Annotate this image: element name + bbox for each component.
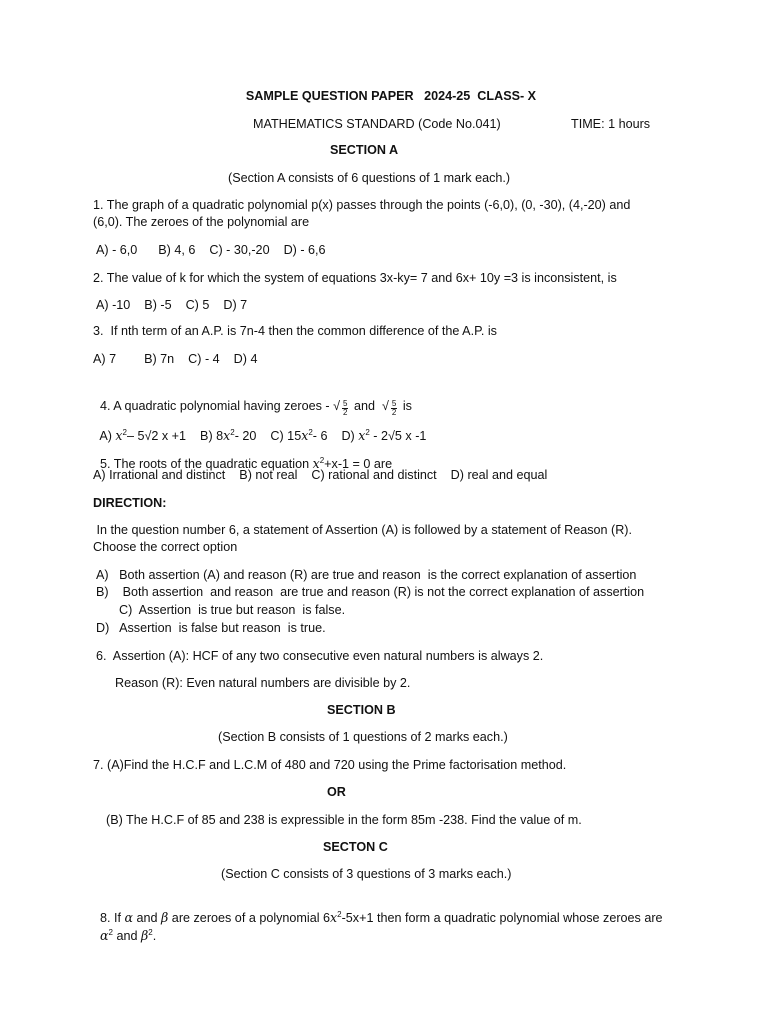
- superscript-2: 2: [337, 910, 342, 919]
- q1-options: A) - 6,0 B) 4, 6 C) - 30,-20 D) - 6,6: [96, 243, 326, 257]
- q8-text-line2: [93, 912, 156, 944]
- q4-suffix: is: [399, 399, 412, 413]
- direction-option-d: D) Assertion is false but reason is true.: [96, 621, 326, 635]
- direction-option-a: A) Both assertion (A) and reason (R) are true and reason is the correct explanation of assertion: [96, 568, 637, 582]
- math-var-x: x: [330, 910, 338, 925]
- section-a-heading: SECTION A: [330, 143, 399, 157]
- q4-opt-c-text: - 6 D): [312, 429, 359, 443]
- time-allowed: TIME: 1 hours: [571, 117, 651, 131]
- math-var-x: x: [223, 428, 231, 443]
- q2-options: A) -10 B) -5 C) 5 D) 7: [96, 298, 248, 312]
- direction-option-c: C) Assertion is true but reason is false.: [119, 603, 346, 617]
- section-b-note: (Section B consists of 1 questions of 2 marks each.): [218, 730, 508, 744]
- q5-suffix: +x-1 = 0 are: [324, 457, 393, 471]
- superscript-2: 2: [308, 428, 313, 437]
- q6-assertion: 6. Assertion (A): HCF of any two consecutive even natural numbers is always 2.: [96, 649, 544, 663]
- math-beta: β: [140, 928, 149, 943]
- superscript-2: 2: [230, 428, 235, 437]
- math-var-x: x: [115, 428, 123, 443]
- subject-code: MATHEMATICS STANDARD (Code No.041): [253, 117, 501, 131]
- fraction-numerator: 5: [391, 399, 397, 408]
- superscript-2: 2: [319, 456, 325, 465]
- q3-options: A) 7 B) 7n C) - 4 D) 4: [93, 352, 258, 366]
- fraction-numerator: 5: [343, 399, 348, 408]
- q2-text: 2. The value of k for which the system of equations 3x-ky= 7 and 6x+ 10y =3 is inconsistent, is: [93, 271, 617, 285]
- q1-text-line1: 1. The graph of a quadratic polynomial p(x) passes through the points (-6,0), (0, -30), (4,-20) and: [93, 198, 631, 212]
- q8-text-line1: [93, 894, 663, 926]
- q4-opt-a-text: – 5√2 x +1 B) 8: [126, 429, 224, 443]
- q5-prefix: 5. The roots of the quadratic equation: [100, 457, 313, 471]
- q4-prefix: 4. A quadratic polynomial having zeroes - √: [100, 399, 341, 413]
- q4-opt-d-text: - 2√5 x -1: [369, 429, 427, 443]
- q4-middle: and √: [350, 399, 389, 413]
- math-var-x: x: [358, 428, 366, 443]
- superscript-2: 2: [148, 928, 153, 937]
- q8-part5: and: [112, 929, 141, 943]
- q8-part4: -5x+1 then form a quadratic polynomial whose zeroes are: [341, 911, 663, 925]
- q3-text: 3. If nth term of an A.P. is 7n-4 then the common difference of the A.P. is: [93, 324, 497, 338]
- superscript-2: 2: [365, 428, 370, 437]
- direction-heading: DIRECTION:: [93, 496, 167, 510]
- fraction-denominator: 2: [343, 408, 348, 417]
- q8-part3: are zeroes of a polynomial 6: [168, 911, 331, 925]
- section-a-note: (Section A consists of 6 questions of 1 mark each.): [228, 171, 511, 185]
- q8-part2: and: [133, 911, 162, 925]
- math-beta: β: [161, 910, 169, 925]
- direction-option-b: B) Both assertion and reason are true and reason (R) is not the correct explanation of assertion: [96, 585, 645, 599]
- q8-part6: .: [152, 929, 157, 943]
- section-c-heading: SECTON C: [323, 840, 388, 854]
- q4-opt-a-label: A): [99, 429, 116, 443]
- superscript-2: 2: [122, 428, 127, 437]
- math-var-x: x: [312, 456, 320, 471]
- superscript-2: 2: [108, 928, 113, 937]
- q6-reason: Reason (R): Even natural numbers are divisible by 2.: [115, 676, 411, 690]
- fraction-denominator: 2: [391, 408, 397, 417]
- math-var-x: x: [301, 428, 309, 443]
- q4-opt-b-text: - 20 C) 15: [234, 429, 302, 443]
- q7-or: OR: [327, 785, 346, 799]
- math-alpha: α: [100, 928, 109, 943]
- paper-title: SAMPLE QUESTION PAPER 2024-25 CLASS- X: [245, 89, 537, 103]
- section-c-note: (Section C consists of 3 questions of 3 marks each.): [221, 867, 512, 881]
- math-alpha: α: [124, 910, 134, 925]
- q7-part-b: (B) The H.C.F of 85 and 238 is expressible in the form 85m -238. Find the value of m.: [106, 813, 582, 827]
- q5-options: A) Irrational and distinct B) not real C) rational and distinct D) real and equal: [93, 468, 548, 482]
- q8-part1: 8. If: [100, 911, 125, 925]
- q7-part-a: 7. (A)Find the H.C.F and L.C.M of 480 and 720 using the Prime factorisation method.: [93, 758, 567, 772]
- section-b-heading: SECTION B: [327, 703, 396, 717]
- direction-line1: In the question number 6, a statement of Assertion (A) is followed by a statement of Reason (R).: [93, 523, 633, 537]
- q1-text-line2: (6,0). The zeroes of the polynomial are: [93, 215, 310, 229]
- direction-line2: Choose the correct option: [93, 540, 238, 554]
